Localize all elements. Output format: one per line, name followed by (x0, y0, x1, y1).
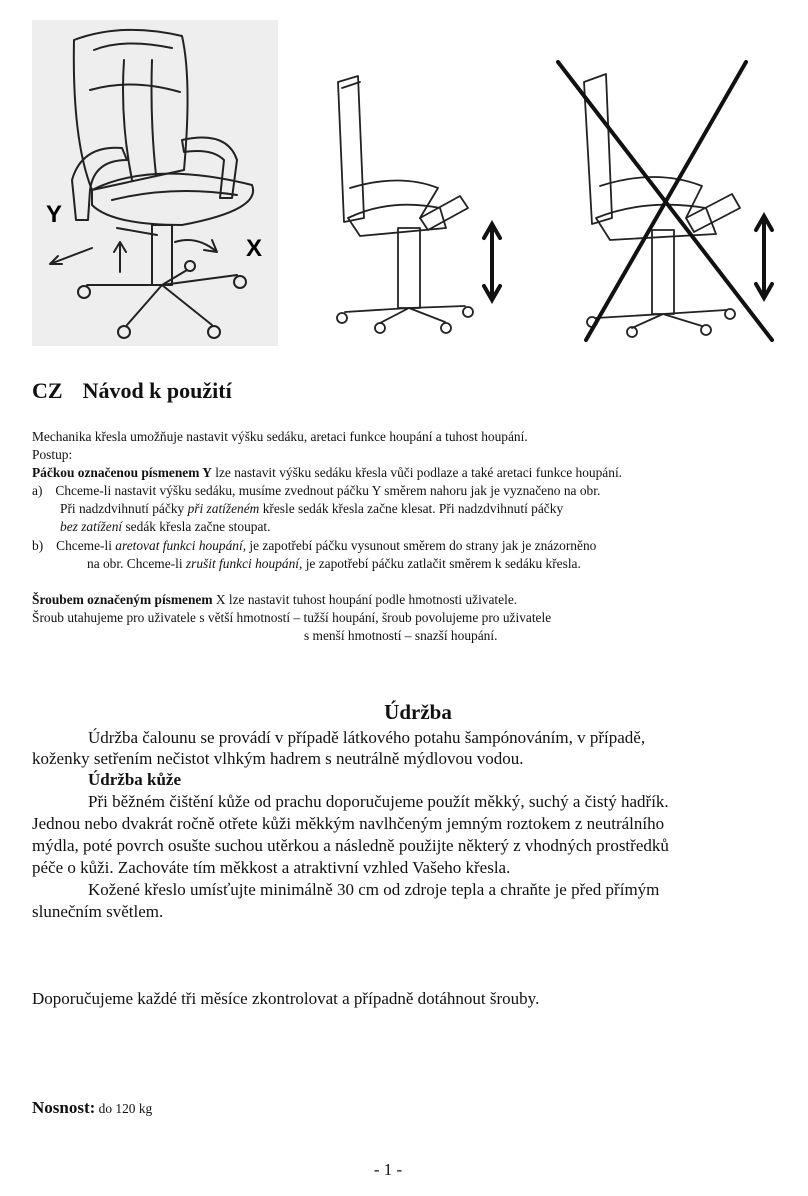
item-a-line2-italic: při zatíženém (187, 501, 260, 516)
item-a-line2-pre: Při nadzdvihnutí páčky (60, 501, 188, 516)
item-a-line2 (60, 500, 563, 518)
language-code: CZ (32, 378, 63, 403)
incorrect-usage-illustration (556, 58, 782, 342)
lever-bold: Páčkou označenou písmenem Y (32, 465, 212, 480)
capacity-value: do 120 kg (95, 1101, 153, 1116)
screw-line3: s menší hmotností – snazší houpání. (304, 628, 498, 643)
item-a-text1: Chceme-li nastavit výšku sedáku, musíme zvednout páčku Y směrem nahoru jak je vyznačeno na obr. (55, 483, 601, 498)
maintenance-p2-line4: péče o kůži. Zachováte tím měkkost a atraktivní vzhled Vašeho křesla. (32, 858, 511, 877)
item-b-line1-pre: Chceme-li (56, 538, 116, 553)
item-a-line3-post: sedák křesla začne stoupat. (122, 519, 271, 534)
item-b-line2-pre: na obr. Chceme-li (87, 556, 186, 571)
intro-text: Mechanika křesla umožňuje nastavit výšku sedáku, aretaci funkce houpání a tuhost houpání. (32, 429, 528, 444)
maintenance-p2-line3: mýdla, poté povrch osušte suchou utěrkou a následně použijte některý z vhodných prostředků (32, 836, 669, 855)
item-a-line3 (60, 518, 270, 536)
page-title (32, 378, 232, 404)
crossed-chair-figure (556, 58, 782, 342)
item-b-marker: b) (32, 538, 44, 553)
screw-paragraph (32, 591, 517, 609)
item-b-line2 (87, 555, 581, 573)
maintenance-p3-line2: slunečním světlem. (32, 902, 164, 921)
side-chair-figure (320, 68, 516, 340)
maintenance-p2-line1: Při běžném čištění kůže od prachu doporučujeme použít měkký, suchý a čistý hadřík. (88, 792, 669, 811)
item-b-line1-post: je zapotřebí páčku vysunout směrem do strany jak je znázorněno (246, 538, 597, 553)
maintenance-p3-line1: Kožené křeslo umísťujte minimálně 30 cm od zdroje tepla a chraňte je před přímým (88, 880, 660, 899)
lever-rest: lze nastavit výšku sedáku křesla vůči podlaze a také aretaci funkce houpání. (211, 465, 623, 480)
label-y: Y (46, 201, 63, 228)
side-view-chair-illustration (320, 68, 516, 340)
maintenance-title: Údržba (384, 700, 452, 724)
screws-recommendation: Doporučujeme každé tři měsíce zkontrolovat a případně dotáhnout šrouby. (32, 989, 540, 1008)
item-b-line1-italic: aretovat funkci houpání, (115, 538, 247, 553)
item-b-line1 (32, 537, 596, 555)
capacity (32, 1097, 152, 1120)
item-b-line2-italic: zrušit funkci houpání (185, 556, 299, 571)
chair-figure (32, 20, 278, 346)
screw-rest: X lze nastavit tuhost houpání podle hmotnosti uživatele. (212, 592, 518, 607)
maintenance-p2-line2: Jednou nebo dvakrát ročně otřete kůži měkkým navlhčeným jemným roztokem z neutrálního (32, 814, 665, 833)
screw-line2: Šroub utahujeme pro uživatele s větší hmotností – tužší houpání, šroub povolujeme pro uživatele (32, 610, 552, 625)
maintenance-p1-line1: Údržba čalounu se provádí v případě látkového potahu šampónováním, v případě, (88, 728, 646, 747)
item-a-line1 (32, 482, 600, 500)
page-number: - 1 - (373, 1160, 403, 1179)
capacity-label: Nosnost: (32, 1098, 96, 1117)
item-a-line3-italic: bez zatížení (60, 519, 123, 534)
office-chair-illustration (32, 20, 278, 346)
title-text: Návod k použití (82, 378, 232, 403)
screw-bold: Šroubem označeným písmenem (32, 592, 213, 607)
maintenance-p1-line2: koženky setřením nečistot vlhkým hadrem s neutrálně mýdlovou vodou. (32, 749, 524, 768)
label-x: X (246, 235, 263, 262)
item-a-marker: a) (32, 483, 43, 498)
lever-paragraph (32, 464, 622, 482)
item-b-line2-post: , je zapotřebí páčku zatlačit směrem k sedáku křesla. (299, 556, 581, 571)
postup-label: Postup: (32, 447, 73, 462)
leather-title: Údržba kůže (88, 770, 182, 789)
item-a-line2-post: křesle sedák křesla začne klesat. Při nadzdvihnutí páčky (259, 501, 564, 516)
